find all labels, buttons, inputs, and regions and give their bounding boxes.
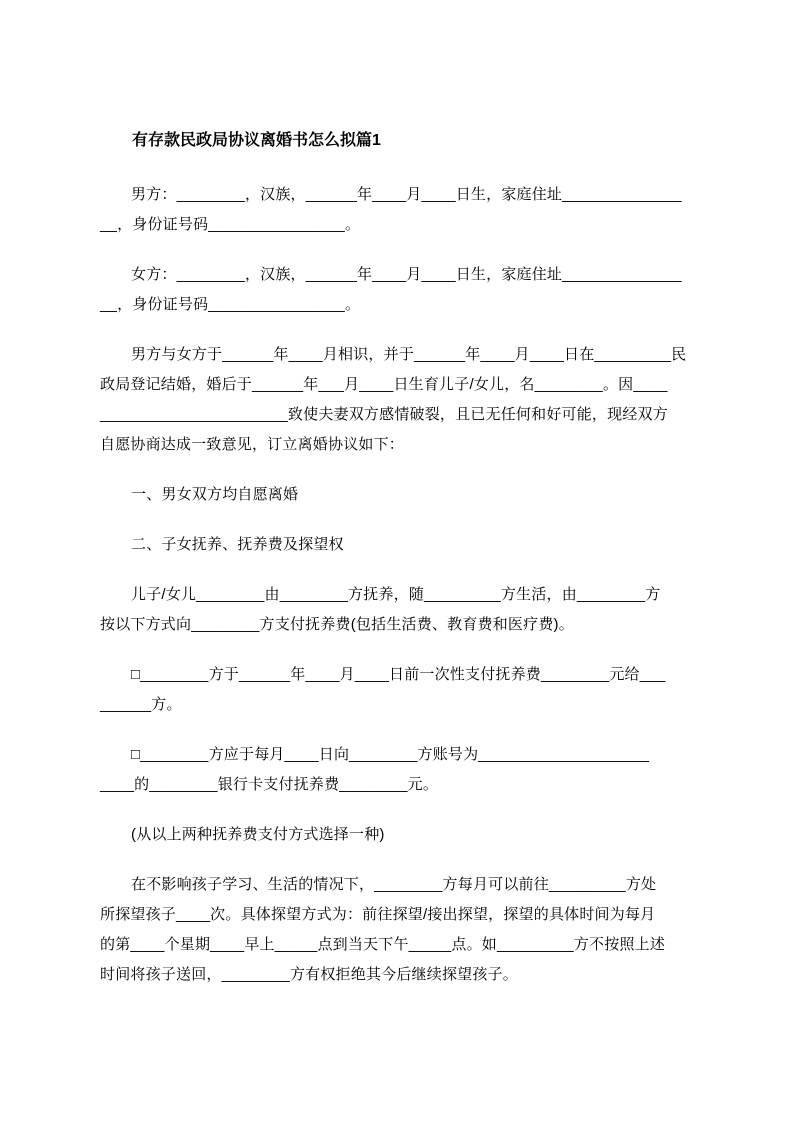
text-line: 男方与女方于______年____月相识，并于______年____月____日在_________民 [131, 346, 687, 363]
document-title: 有存款民政局协议离婚书怎么拟篇1 [132, 132, 381, 149]
paragraph-lump-sum-option [100, 660, 705, 720]
paragraph-visitation-terms [100, 870, 705, 990]
text-line: ______________________致使夫妻双方感情破裂，且已无任何和好可能，现经双方 [100, 406, 668, 423]
paragraph-payment-choice-note [100, 820, 705, 850]
text-line: 按以下方式向________方支付抚养费(包括生活费、教育费和医疗费)。 [100, 616, 574, 633]
text-line: 儿子/女儿________由________方抚养，随_________方生活，由________方 [131, 586, 661, 603]
text-line: __，身份证号码________________。 [100, 296, 361, 313]
text-line: 男方：________，汉族，______年____月____日生，家庭住址______________ [131, 186, 682, 203]
text-line: (从以上两种抚养费支付方式选择一种) [131, 826, 385, 843]
paragraph-party-female [100, 260, 705, 320]
text-line: 时间将孩子送回，________方有权拒绝其今后继续探望孩子。 [100, 966, 518, 983]
text-line: □________方应于每月____日向________方账号为____________________ [131, 746, 650, 763]
text-line: 女方：________，汉族，______年____月____日生，家庭住址______________ [131, 266, 682, 283]
text-line: □________方于______年____月____日前一次性支付抚养费________元给___ [131, 666, 666, 683]
text-line: 的第____个星期____早上_____点到当天下午_____点。如_________方不按照上述 [100, 936, 666, 953]
text-line: __，身份证号码________________。 [100, 216, 361, 233]
text-line: 所探望孩子____次。具体探望方式为：前往探望/接出探望，探望的具体时间为每月 [100, 906, 656, 923]
paragraph-custody-terms [100, 580, 705, 640]
text-line: ____的________银行卡支付抚养费________元。 [100, 776, 439, 793]
paragraph-monthly-payment-option [100, 740, 705, 800]
text-line: 政局登记结婚，婚后于______年___月____日生育儿子/女儿，名________。因____ [100, 376, 668, 393]
clause-two-heading [100, 530, 705, 560]
text-line: ______方。 [100, 696, 182, 713]
text-line: 一、男女双方均自愿离婚 [131, 486, 299, 503]
text-line: 在不影响孩子学习、生活的情况下，________方每月可以前往_________方处 [131, 876, 657, 893]
text-line: 自愿协商达成一致意见，订立离婚协议如下： [100, 436, 405, 453]
paragraph-party-male [100, 180, 705, 240]
paragraph-marriage-history [100, 340, 705, 460]
text-line: 二、子女抚养、抚养费及探望权 [131, 536, 344, 553]
clause-one-heading [100, 480, 705, 510]
